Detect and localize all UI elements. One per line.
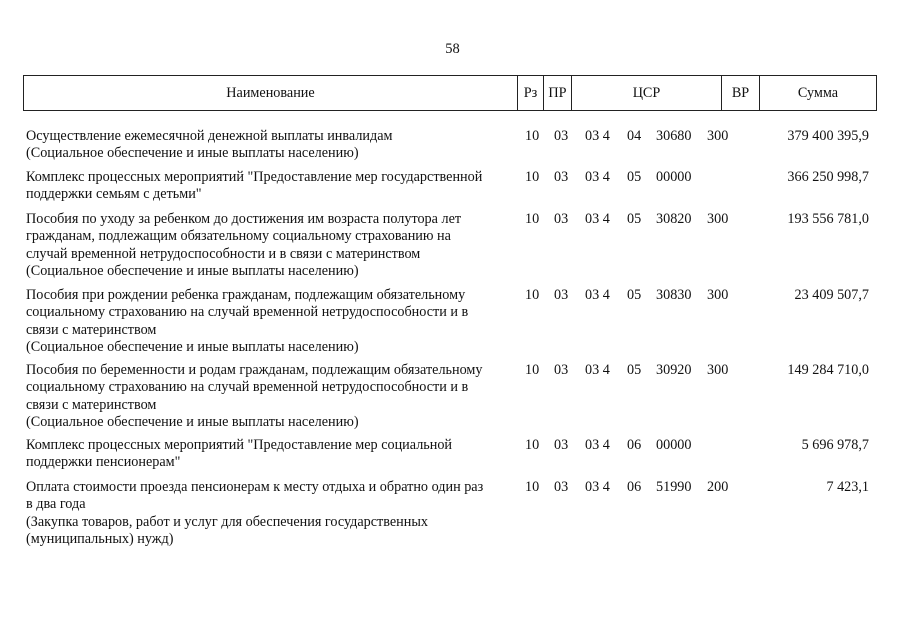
row-sum: 193 556 781,0 bbox=[787, 211, 869, 227]
header-sum: Сумма bbox=[760, 76, 877, 111]
row-csr-code: 00000 bbox=[656, 437, 692, 453]
row-csr-sub: 05 bbox=[627, 362, 642, 378]
row-vr: 300 bbox=[707, 211, 729, 227]
row-sum: 5 696 978,7 bbox=[801, 437, 869, 453]
row-vr: 300 bbox=[707, 128, 729, 144]
header-csr: ЦСР bbox=[572, 76, 722, 111]
row-name: Пособия по уходу за ребенком до достижения им возраста полутора лет гражданам, подлежащим обязательному социальному страхованию на случай временной нетрудоспособности и в связи с материнством (Социальное обеспечение и иные выплаты населению) bbox=[26, 211, 462, 279]
row-csr-sub: 06 bbox=[627, 479, 642, 495]
row-csr-sub: 06 bbox=[627, 437, 642, 453]
row-rz: 10 bbox=[525, 437, 540, 453]
row-pr: 03 bbox=[554, 128, 569, 144]
header-rz: Рз bbox=[518, 76, 544, 111]
row-vr: 200 bbox=[707, 479, 729, 495]
row-rz: 10 bbox=[525, 479, 540, 495]
row-csr-sub: 04 bbox=[627, 128, 642, 144]
row-csr-sub: 05 bbox=[627, 211, 642, 227]
row-name: Оплата стоимости проезда пенсионерам к месту отдыха и обратно один раз в два года (Закупка товаров, работ и услуг для обеспечения государственных (муниципальных) нужд) bbox=[26, 479, 484, 547]
row-sum: 23 409 507,7 bbox=[794, 287, 869, 303]
page-number: 58 bbox=[445, 41, 460, 57]
row-rz: 10 bbox=[525, 211, 540, 227]
row-rz: 10 bbox=[525, 128, 540, 144]
row-rz: 10 bbox=[525, 287, 540, 303]
row-csr-sub: 05 bbox=[627, 169, 642, 185]
row-pr: 03 bbox=[554, 362, 569, 378]
row-name: Комплекс процессных мероприятий "Предоставление мер социальной поддержки пенсионерам" bbox=[26, 437, 453, 471]
row-name: Осуществление ежемесячной денежной выплаты инвалидам (Социальное обеспечение и иные выплаты населению) bbox=[26, 128, 393, 162]
row-vr: 300 bbox=[707, 287, 729, 303]
header-vr: ВР bbox=[722, 76, 760, 111]
row-rz: 10 bbox=[525, 362, 540, 378]
row-csr-code: 30920 bbox=[656, 362, 692, 378]
row-csr-code: 30680 bbox=[656, 128, 692, 144]
row-csr-program: 03 4 bbox=[585, 211, 610, 227]
row-vr: 300 bbox=[707, 362, 729, 378]
row-sum: 7 423,1 bbox=[826, 479, 869, 495]
row-rz: 10 bbox=[525, 169, 540, 185]
row-pr: 03 bbox=[554, 287, 569, 303]
row-sum: 149 284 710,0 bbox=[787, 362, 869, 378]
row-csr-program: 03 4 bbox=[585, 437, 610, 453]
row-csr-program: 03 4 bbox=[585, 169, 610, 185]
row-name: Пособия при рождении ребенка гражданам, подлежащим обязательному социальному страхованию на случай временной нетрудоспособности и в связи с материнством (Социальное обеспечение и иные выплаты населению) bbox=[26, 287, 469, 355]
row-sum: 379 400 395,9 bbox=[787, 128, 869, 144]
table-header bbox=[23, 75, 877, 111]
row-pr: 03 bbox=[554, 479, 569, 495]
row-pr: 03 bbox=[554, 211, 569, 227]
row-csr-sub: 05 bbox=[627, 287, 642, 303]
header-pr: ПР bbox=[544, 76, 572, 111]
row-csr-code: 30830 bbox=[656, 287, 692, 303]
row-name: Пособия по беременности и родам гражданам, подлежащим обязательному социальному страхованию на случай временной нетрудоспособности и в связи с материнством (Социальное обеспечение и иные выплаты населению) bbox=[26, 362, 483, 430]
row-csr-program: 03 4 bbox=[585, 128, 610, 144]
row-sum: 366 250 998,7 bbox=[787, 169, 869, 185]
row-csr-code: 51990 bbox=[656, 479, 692, 495]
header-name: Наименование bbox=[24, 76, 518, 111]
row-csr-program: 03 4 bbox=[585, 362, 610, 378]
row-pr: 03 bbox=[554, 169, 569, 185]
row-name: Комплекс процессных мероприятий "Предоставление мер государственной поддержки семьям с детьми" bbox=[26, 169, 483, 203]
row-csr-program: 03 4 bbox=[585, 479, 610, 495]
row-pr: 03 bbox=[554, 437, 569, 453]
row-csr-program: 03 4 bbox=[585, 287, 610, 303]
row-csr-code: 30820 bbox=[656, 211, 692, 227]
row-csr-code: 00000 bbox=[656, 169, 692, 185]
